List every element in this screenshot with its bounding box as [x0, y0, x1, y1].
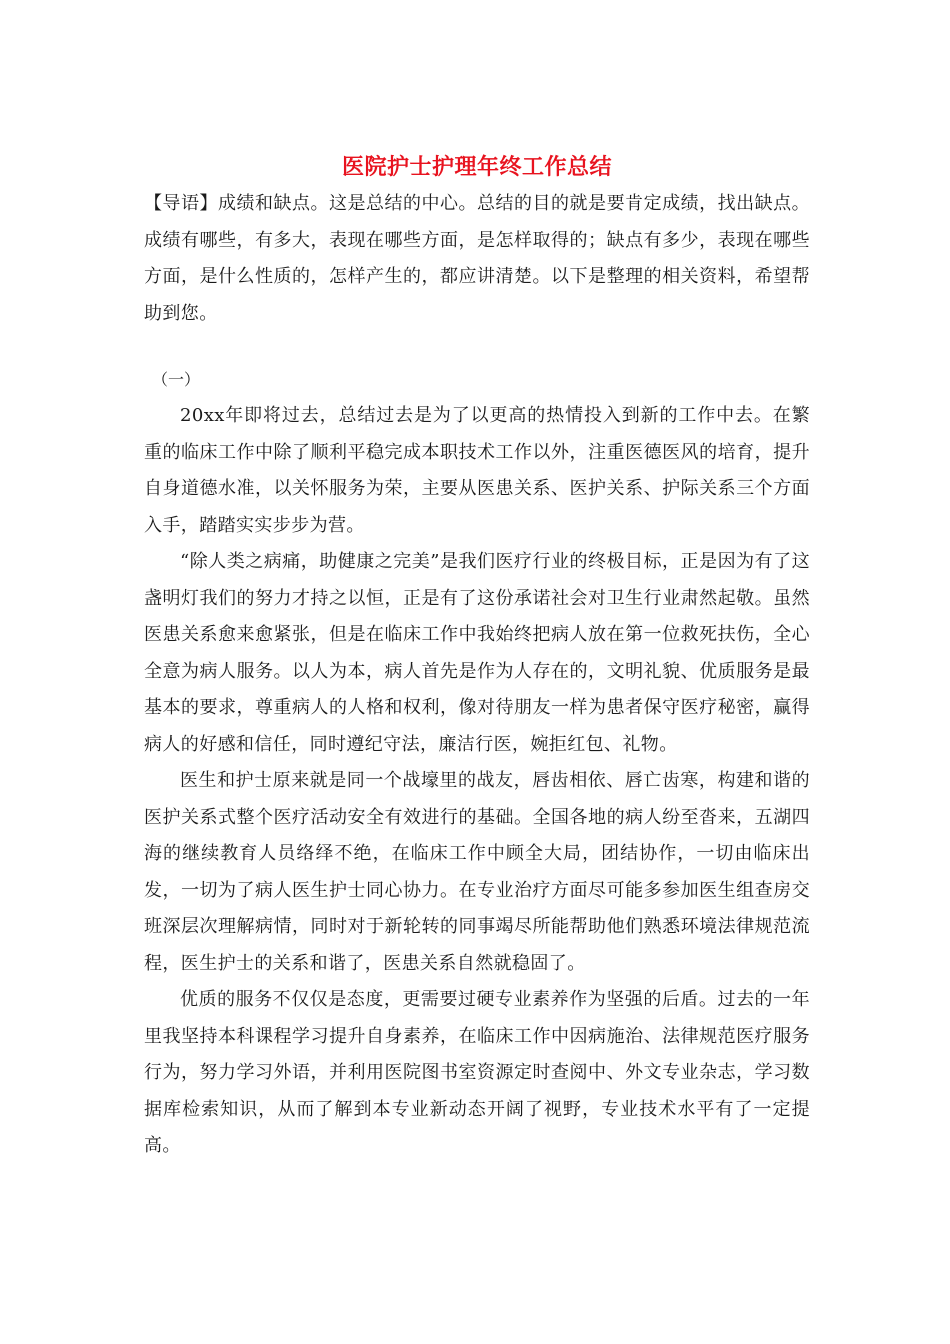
document-title: 医院护士护理年终工作总结 — [341, 155, 612, 180]
body-paragraph-2: “除人类之病痛，助健康之完美”是我们医疗行业的终极目标，正是因为有了这盏明灯我们的努力才持之以恒，正是有了这份承诺社会对卫生行业肃然起敬。虽然医患关系愈来愈紧张，但是在临床工作中我始终把病人放在第一位救死扶伤，全心全意为病人服务。以人为本，病人首先是作为人存在的，文明礼貌、优质服务是最基本的要求，尊重病人的人格和权利，像对待朋友一样为患者保守医疗秘密，赢得病人的好感和信任，同时遵纪守法，廉洁行医，婉拒红包、礼物。 — [144, 551, 810, 755]
body-paragraph-1: 20xx年即将过去，总结过去是为了以更高的热情投入到新的工作中去。在繁重的临床工作中除了顺利平稳完成本职技术工作以外，注重医德医风的培育，提升自身道德水准，以关怀服务为荣，主要从医患关系、医护关系、护际关系三个方面入手，踏踏实实步步为营。 — [144, 405, 810, 536]
intro-paragraph: 【导语】成绩和缺点。这是总结的中心。总结的目的就是要肯定成绩，找出缺点。成绩有哪些，有多大，表现在哪些方面，是怎样取得的；缺点有多少，表现在哪些方面，是什么性质的，怎样产生的，都应讲清楚。以下是整理的相关资料，希望帮助到您。 — [144, 193, 810, 324]
document-body — [144, 150, 810, 1165]
body-paragraph-3: 医生和护士原来就是同一个战壕里的战友，唇齿相依、唇亡齿寒，构建和谐的医护关系式整个医疗活动安全有效进行的基础。全国各地的病人纷至沓来，五湖四海的继续教育人员络绎不绝，在临床工作中顾全大局，团结协作，一切由临床出发，一切为了病人医生护士同心协力。在专业治疗方面尽可能多参加医生组查房交班深层次理解病情，同时对于新轮转的同事竭尽所能帮助他们熟悉环境法律规范流程，医生护士的关系和谐了，医患关系自然就稳固了。 — [144, 770, 810, 974]
body-paragraph-4: 优质的服务不仅仅是态度，更需要过硬专业素养作为坚强的后盾。过去的一年里我坚持本科课程学习提升自身素养，在临床工作中因病施治、法律规范医疗服务行为，努力学习外语，并利用医院图书室资源定时查阅中、外文专业杂志，学习数据库检索知识，从而了解到本专业新动态开阔了视野，专业技术水平有了一定提高。 — [144, 989, 810, 1156]
section-label: （一） — [152, 370, 201, 389]
